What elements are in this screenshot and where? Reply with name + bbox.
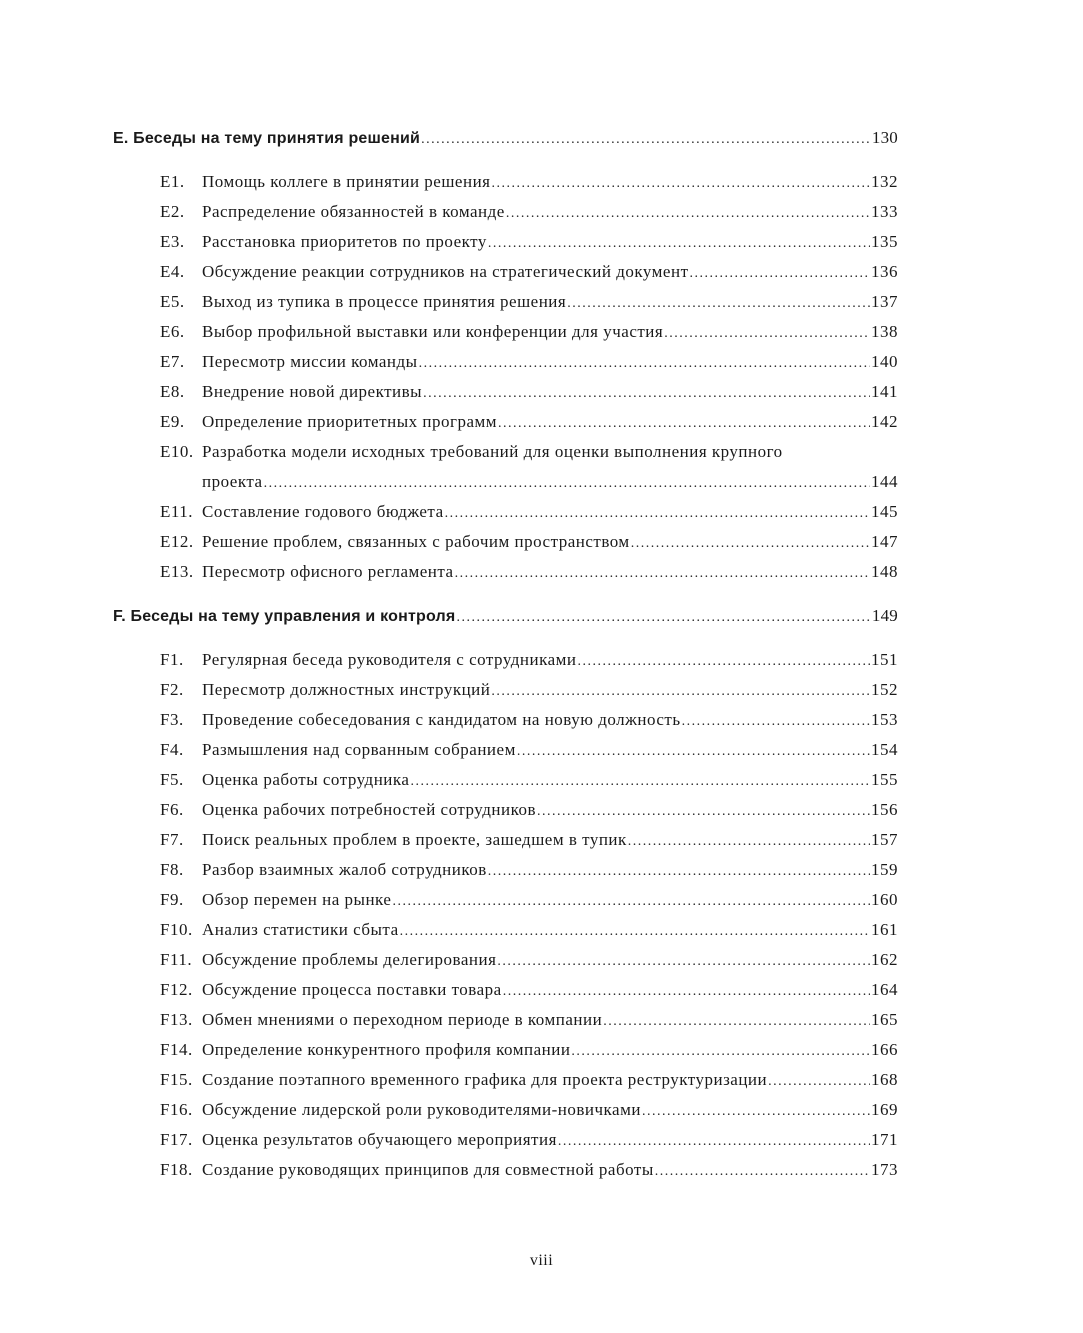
dot-leader bbox=[603, 1014, 870, 1030]
entry-title: Создание руководящих принципов для совместной работы bbox=[202, 1160, 654, 1179]
entry-title: Решение проблем, связанных с рабочим пространством bbox=[202, 532, 630, 551]
entry-title: Распределение обязанностей в команде bbox=[202, 202, 505, 221]
entry-number: E13. bbox=[160, 562, 194, 581]
toc-section-f[interactable] bbox=[113, 606, 898, 636]
dot-leader bbox=[264, 476, 870, 492]
section-title: E. Беседы на тему принятия решений bbox=[113, 130, 421, 147]
entry-page-number: 135 bbox=[871, 232, 898, 251]
dot-leader bbox=[491, 684, 870, 700]
dot-leader bbox=[497, 954, 870, 970]
entry-title: Пересмотр должностных инструкций bbox=[202, 680, 491, 699]
entry-title: Обсуждение проблемы делегирования bbox=[202, 950, 497, 969]
entry-title-continuation: проекта bbox=[202, 472, 263, 491]
entry-title: Выбор профильной выставки или конференции для участия bbox=[202, 322, 664, 341]
entry-title: Оценка рабочих потребностей сотрудников bbox=[202, 800, 536, 819]
entry-number: E4. bbox=[160, 262, 185, 281]
entry-title: Определение конкурентного профиля компании bbox=[202, 1040, 571, 1059]
toc-entry-f18[interactable] bbox=[113, 1160, 898, 1190]
section-title: F. Беседы на тему управления и контроля bbox=[113, 608, 456, 625]
entry-title: Выход из тупика в процессе принятия решения bbox=[202, 292, 567, 311]
dot-leader bbox=[400, 924, 870, 940]
entry-page-number: 141 bbox=[871, 382, 898, 401]
entry-number: E3. bbox=[160, 232, 185, 251]
entry-number: F5. bbox=[160, 770, 184, 789]
entry-number: E12. bbox=[160, 532, 194, 551]
toc-entry-f1[interactable] bbox=[113, 650, 898, 680]
toc-entry-f16[interactable] bbox=[113, 1100, 898, 1130]
entry-number: E9. bbox=[160, 412, 185, 431]
entry-title: Обсуждение реакции сотрудников на стратегический документ bbox=[202, 262, 689, 281]
entry-page-number: 165 bbox=[871, 1010, 898, 1029]
entry-number: F6. bbox=[160, 800, 184, 819]
dot-leader bbox=[558, 1134, 870, 1150]
toc-entry-f13[interactable] bbox=[113, 1010, 898, 1040]
entry-number: E7. bbox=[160, 352, 185, 371]
entry-page-number: 171 bbox=[871, 1130, 898, 1149]
entry-number: E1. bbox=[160, 172, 185, 191]
entry-page-number: 136 bbox=[871, 262, 898, 281]
page-number-roman: viii bbox=[529, 1252, 554, 1269]
toc-entry-f5[interactable] bbox=[113, 770, 898, 800]
toc-entry-e3[interactable] bbox=[113, 232, 898, 262]
dot-leader bbox=[423, 386, 870, 402]
dot-leader bbox=[768, 1074, 870, 1090]
dot-leader bbox=[421, 132, 871, 148]
entry-page-number: 169 bbox=[871, 1100, 898, 1119]
dot-leader bbox=[445, 506, 870, 522]
entry-page-number: 157 bbox=[871, 830, 898, 849]
dot-leader bbox=[506, 206, 870, 222]
section-page-number: 130 bbox=[871, 128, 898, 147]
toc-entry-f8[interactable] bbox=[113, 860, 898, 890]
toc-entry-e1[interactable] bbox=[113, 172, 898, 202]
entry-page-number: 153 bbox=[871, 710, 898, 729]
dot-leader bbox=[392, 894, 870, 910]
entry-page-number: 160 bbox=[871, 890, 898, 909]
dot-leader bbox=[503, 984, 870, 1000]
entry-number: E2. bbox=[160, 202, 185, 221]
entry-number: E10. bbox=[160, 442, 194, 461]
entry-number: F10. bbox=[160, 920, 193, 939]
entry-number: E6. bbox=[160, 322, 185, 341]
toc-entry-e5[interactable] bbox=[113, 292, 898, 322]
entry-title: Поиск реальных проблем в проекте, зашедшем в тупик bbox=[202, 830, 627, 849]
entry-page-number: 159 bbox=[871, 860, 898, 879]
dot-leader bbox=[655, 1164, 870, 1180]
dot-leader bbox=[410, 774, 870, 790]
toc-entry-f10[interactable] bbox=[113, 920, 898, 950]
dot-leader bbox=[492, 176, 871, 192]
entry-page-number: 164 bbox=[871, 980, 898, 999]
entry-title: Расстановка приоритетов по проекту bbox=[202, 232, 487, 251]
toc-entry-f2[interactable] bbox=[113, 680, 898, 710]
entry-page-number: 166 bbox=[871, 1040, 898, 1059]
entry-page-number: 154 bbox=[871, 740, 898, 759]
entry-page-number: 133 bbox=[871, 202, 898, 221]
entry-number: F8. bbox=[160, 860, 184, 879]
entry-page-number: 156 bbox=[871, 800, 898, 819]
entry-number: E11. bbox=[160, 502, 194, 521]
dot-leader bbox=[567, 296, 870, 312]
toc-entry-f14[interactable] bbox=[113, 1040, 898, 1070]
dot-leader bbox=[664, 326, 870, 342]
entry-title: Составление годового бюджета bbox=[202, 502, 444, 521]
dot-leader bbox=[419, 356, 870, 372]
entry-number: F15. bbox=[160, 1070, 193, 1089]
entry-number: F14. bbox=[160, 1040, 193, 1059]
toc-entry-f6[interactable] bbox=[113, 800, 898, 830]
entry-number: F3. bbox=[160, 710, 184, 729]
dot-leader bbox=[642, 1104, 870, 1120]
entry-number: F1. bbox=[160, 650, 184, 669]
entry-number: F16. bbox=[160, 1100, 193, 1119]
toc-entry-e6[interactable] bbox=[113, 322, 898, 352]
entry-page-number: 138 bbox=[871, 322, 898, 341]
toc-entry-e10[interactable] bbox=[113, 442, 898, 502]
entry-title: Обзор перемен на рынке bbox=[202, 890, 392, 909]
dot-leader bbox=[456, 610, 870, 626]
entry-title: Определение приоритетных программ bbox=[202, 412, 498, 431]
entry-page-number: 142 bbox=[871, 412, 898, 431]
entry-number: E8. bbox=[160, 382, 185, 401]
toc-entry-f3[interactable] bbox=[113, 710, 898, 740]
toc-entry-e2[interactable] bbox=[113, 202, 898, 232]
entry-number: F18. bbox=[160, 1160, 193, 1179]
dot-leader bbox=[682, 714, 870, 730]
entry-page-number: 151 bbox=[871, 650, 898, 669]
entry-title: Пересмотр офисного регламента bbox=[202, 562, 454, 581]
toc-entry-f15[interactable] bbox=[113, 1070, 898, 1100]
dot-leader bbox=[631, 536, 870, 552]
entry-title: Размышления над сорванным собранием bbox=[202, 740, 516, 759]
entry-title: Обсуждение процесса поставки товара bbox=[202, 980, 502, 999]
toc-entry-e4[interactable] bbox=[113, 262, 898, 292]
dot-leader bbox=[517, 744, 870, 760]
dot-leader bbox=[488, 236, 870, 252]
entry-title: Оценка результатов обучающего мероприятия bbox=[202, 1130, 557, 1149]
dot-leader bbox=[455, 566, 870, 582]
entry-page-number: 144 bbox=[871, 472, 898, 491]
toc-entry-e8[interactable] bbox=[113, 382, 898, 412]
table-of-contents bbox=[113, 128, 898, 1190]
entry-page-number: 148 bbox=[871, 562, 898, 581]
entry-page-number: 152 bbox=[871, 680, 898, 699]
dot-leader bbox=[628, 834, 870, 850]
entry-page-number: 173 bbox=[871, 1160, 898, 1179]
entry-number: F12. bbox=[160, 980, 193, 999]
dot-leader bbox=[488, 864, 870, 880]
entry-number: F17. bbox=[160, 1130, 193, 1149]
entry-page-number: 140 bbox=[871, 352, 898, 371]
entry-number: F2. bbox=[160, 680, 184, 699]
entry-title: Разработка модели исходных требований для оценки выполнения крупного bbox=[202, 442, 783, 461]
entry-number: F13. bbox=[160, 1010, 193, 1029]
toc-entry-f12[interactable] bbox=[113, 980, 898, 1010]
entry-title: Обмен мнениями о переходном периоде в компании bbox=[202, 1010, 603, 1029]
toc-entry-e7[interactable] bbox=[113, 352, 898, 382]
entry-title: Регулярная беседа руководителя с сотрудниками bbox=[202, 650, 577, 669]
entry-title: Оценка работы сотрудника bbox=[202, 770, 410, 789]
entry-title: Внедрение новой директивы bbox=[202, 382, 423, 401]
dot-leader bbox=[571, 1044, 870, 1060]
entry-page-number: 145 bbox=[871, 502, 898, 521]
entry-number: F9. bbox=[160, 890, 184, 909]
entry-title: Разбор взаимных жалоб сотрудников bbox=[202, 860, 487, 879]
toc-entry-e12[interactable] bbox=[113, 532, 898, 562]
entry-page-number: 155 bbox=[871, 770, 898, 789]
entry-page-number: 132 bbox=[871, 172, 898, 191]
toc-entry-f17[interactable] bbox=[113, 1130, 898, 1160]
entry-title: Проведение собеседования с кандидатом на новую должность bbox=[202, 710, 681, 729]
page-footer bbox=[0, 1252, 1083, 1270]
entry-page-number: 147 bbox=[871, 532, 898, 551]
entry-page-number: 168 bbox=[871, 1070, 898, 1089]
toc-entry-f7[interactable] bbox=[113, 830, 898, 860]
entry-title: Пересмотр миссии команды bbox=[202, 352, 418, 371]
dot-leader bbox=[498, 416, 870, 432]
toc-entry-f11[interactable] bbox=[113, 950, 898, 980]
entry-title: Помощь коллеге в принятии решения bbox=[202, 172, 491, 191]
entry-title: Анализ статистики сбыта bbox=[202, 920, 399, 939]
entry-title: Создание поэтапного временного графика для проекта реструктуризации bbox=[202, 1070, 768, 1089]
dot-leader bbox=[578, 654, 870, 670]
section-page-number: 149 bbox=[871, 606, 898, 625]
entry-page-number: 162 bbox=[871, 950, 898, 969]
entry-number: F11. bbox=[160, 950, 193, 969]
toc-section-e[interactable] bbox=[113, 128, 898, 158]
entry-number: F4. bbox=[160, 740, 184, 759]
entry-number: F7. bbox=[160, 830, 184, 849]
entry-title: Обсуждение лидерской роли руководителями-новичками bbox=[202, 1100, 641, 1119]
dot-leader bbox=[690, 266, 870, 282]
toc-entry-f4[interactable] bbox=[113, 740, 898, 770]
entry-page-number: 137 bbox=[871, 292, 898, 311]
toc-entry-e11[interactable] bbox=[113, 502, 898, 532]
entry-page-number: 161 bbox=[871, 920, 898, 939]
toc-entry-f9[interactable] bbox=[113, 890, 898, 920]
toc-entry-e13[interactable] bbox=[113, 562, 898, 592]
entry-number: E5. bbox=[160, 292, 185, 311]
toc-entry-e9[interactable] bbox=[113, 412, 898, 442]
dot-leader bbox=[537, 804, 870, 820]
